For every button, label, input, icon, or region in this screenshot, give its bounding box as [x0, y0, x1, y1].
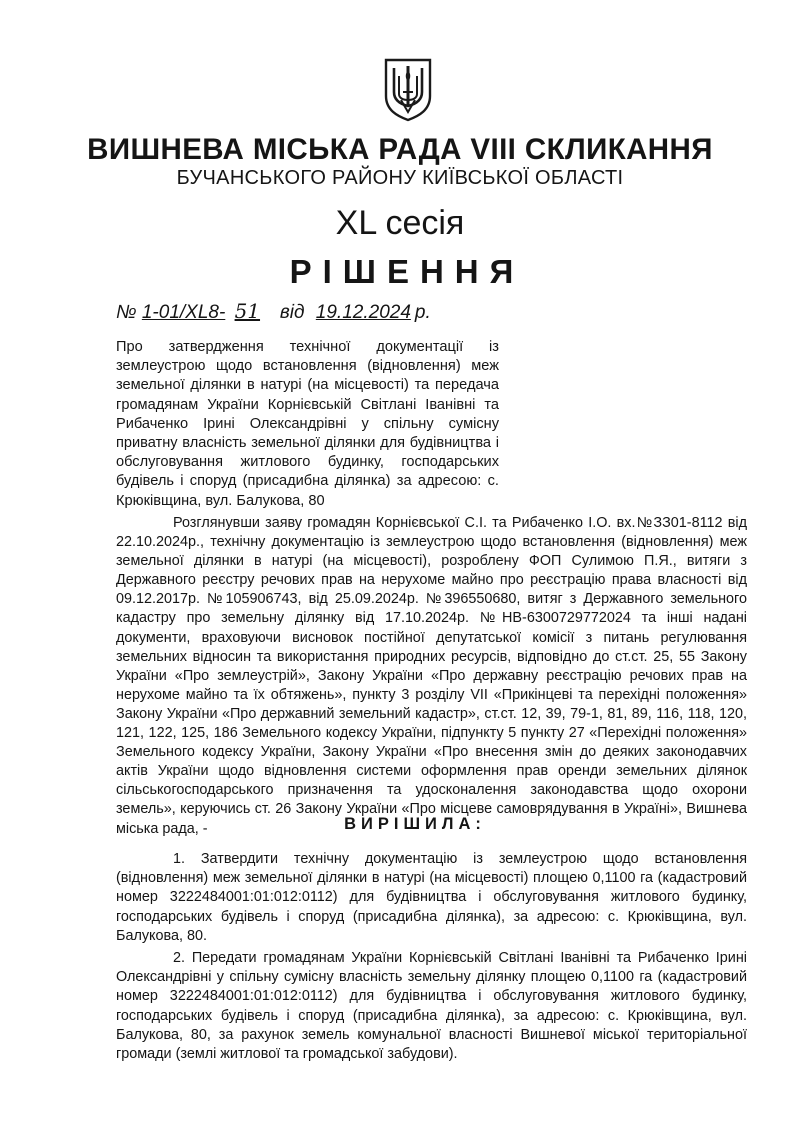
council-name: ВИШНЕВА МІСЬКА РАДА VIII СКЛИКАННЯ: [87, 133, 713, 166]
resolved-heading: ВИРІШИЛА:: [344, 815, 486, 833]
document-type-title: РІШЕННЯ: [289, 253, 525, 290]
decision-item: 2. Передати громадянам України Корнієвській Світлані Іванівні та Рибаченко Ірині Олександрівні у спільну сумісну власність земельну ділянку площею 0,1100 га (кадастровий номер 3222484001:01:012:0112) для будівництва і обслуговування житлового будинку, господарських будівель і споруд (присадибна ділянка), за адресою: с. Крюківщина, вул. Балукова, 80, за рахунок земель комунальної власності Вишневої міської територіальної громади (землі житлової та громадської забудови).: [116, 950, 747, 1063]
decision-items: [116, 850, 747, 1064]
decision-subject: Про затвердження технічної документації із землеустрою щодо встановлення (відновлення) меж земельної ділянки в натурі (на місцевості) та передача громадянам України Корнієвській Світлані Іванівні та Рибаченко Ірині Олександрівні у спільну сумісну приватну власність земельної ділянки для будівництва і обслуговування житлового будинку, господарських будівель і споруд (присадибна ділянка) за адресою: с. Крюківщина, вул. Балукова, 80: [116, 339, 499, 509]
handwritten-number: 51: [234, 299, 261, 323]
decision-number: 1-01/XL8-: [141, 302, 226, 323]
number-sign: №: [116, 302, 137, 323]
decision-item: 1. Затвердити технічну документацію із землеустрою щодо встановлення (відновлення) меж земельної ділянки в натурі (на місцевості) площею 0,1100 га (кадастровий номер 3222484001:01:012:0112) для будівництва і обслуговування житлового будинку, господарських будівель і споруд (присадибна ділянка), за адресою: с. Крюківщина, вул. Балукова, 80.: [116, 851, 747, 944]
registration-line: [116, 299, 716, 325]
decision-date: 19.12.2024: [315, 302, 411, 323]
from-label: від: [279, 302, 305, 323]
session-title: XL сесія: [335, 204, 465, 242]
date-suffix: р.: [414, 302, 431, 323]
preamble-paragraph: Розглянувши заяву громадян Корнієвської С.І. та Рибаченко І.О. вх.№ЗЗ01-8112 від 22.10.2024р., технічну документацію із землеустрою щодо встановлення (відновлення) меж земельної ділянки в натурі (на місцевості), розроблену ФОП Сулимою П.Я., витяги з Державного реєстру речових прав на нерухоме майно про реєстрацію права власності від 09.12.2017р. №105906743, від 25.09.2024р. №396550680, витяг з Державного земельного кадастру про земельну ділянку від 17.10.2024р. №НВ-6300729772024 та інші надані документи, враховуючи висновок постійної депутатської комісії з питань регулювання земельних відносин та використання природних ресурсів, відповідно до ст.ст. 25, 55 Закону України «Про землеустрій», Закону України «Про державну реєстрацію речових прав на нерухоме майно та їх обтяжень», пункту 3 розділу VII «Прикінцеві та перехідні положення» Закону України «Про державний земельний кадастр», ст.ст. 12, 39, 79-1, 81, 89, 116, 118, 120, 121, 122, 125, 186 Земельного кодексу України, підпункту 5 пункту 27 «Перехідні положення» Земельного кодексу України, Закону України «Про внесення змін до деяких законодавчих актів України щодо відновлення системи оформлення прав оренди земельних ділянок сільськогосподарського призначення та удосконалення законодавства щодо охорони земель», керуючись ст. 26 Закону України «Про місцеве самоврядування в Україні», Вишнева міська рада, -: [116, 515, 747, 837]
coat-of-arms-icon: [383, 56, 433, 122]
district-name: БУЧАНСЬКОГО РАЙОНУ КИЇВСЬКОЇ ОБЛАСТІ: [176, 167, 624, 189]
